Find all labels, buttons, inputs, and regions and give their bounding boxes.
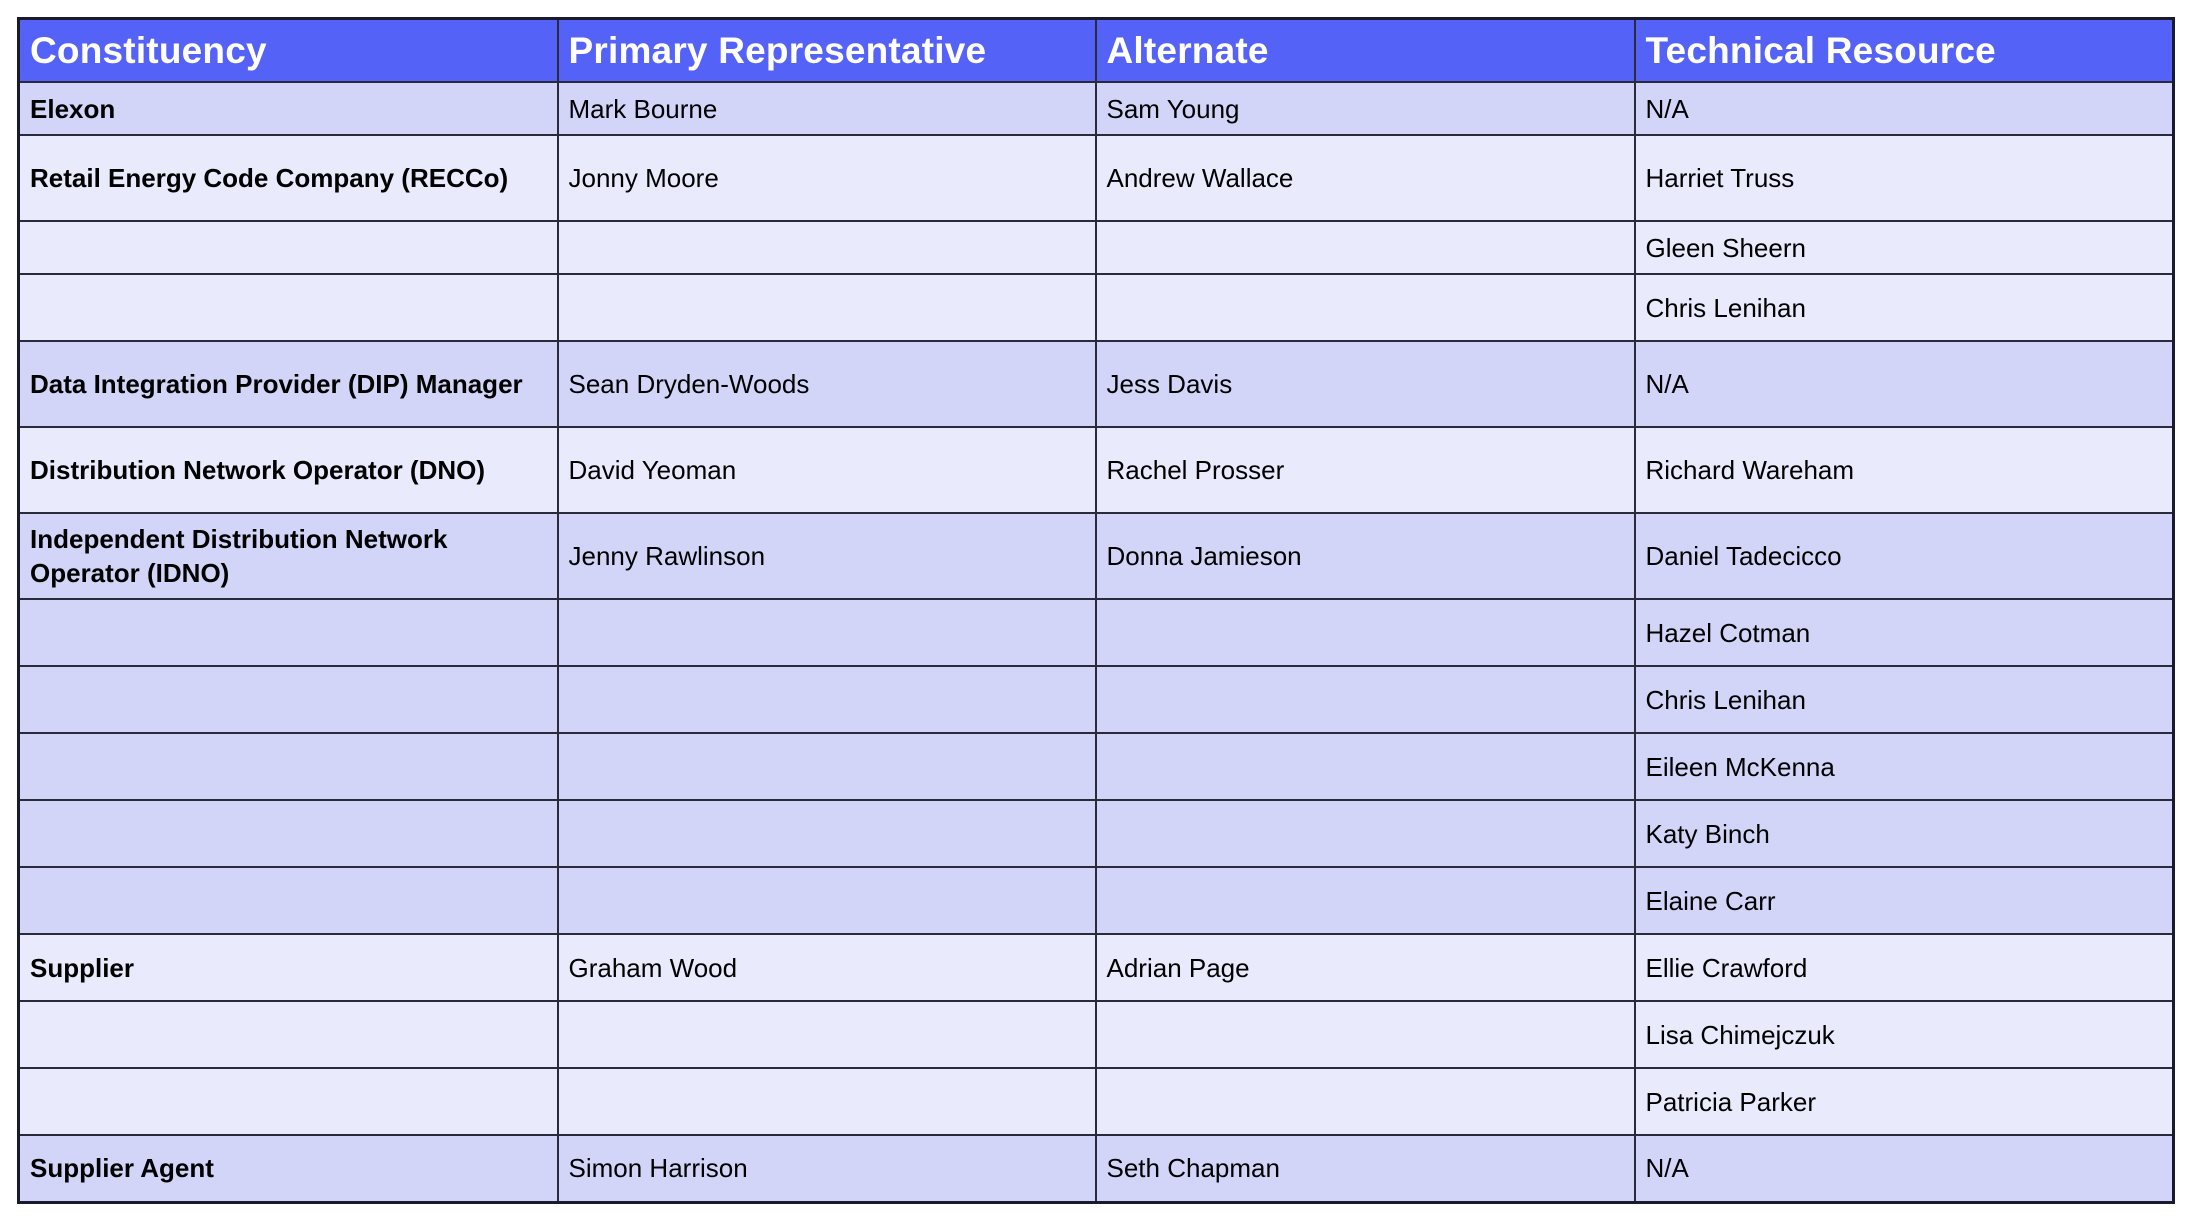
table-row [19, 599, 2174, 666]
cell-constituency: Retail Energy Code Company (RECCo) [19, 135, 558, 221]
table-row [19, 82, 2174, 135]
cell-alternate: Jess Davis [1096, 341, 1635, 427]
cell-constituency [19, 1068, 558, 1135]
cell-primary-representative [558, 733, 1096, 800]
cell-constituency [19, 599, 558, 666]
cell-technical-resource: Harriet Truss [1635, 135, 2174, 221]
cell-alternate: Sam Young [1096, 82, 1635, 135]
header-alternate: Alternate [1096, 19, 1635, 83]
cell-primary-representative [558, 599, 1096, 666]
table-row [19, 800, 2174, 867]
table-row [19, 1068, 2174, 1135]
cell-technical-resource: Gleen Sheern [1635, 221, 2174, 274]
cell-primary-representative: Jonny Moore [558, 135, 1096, 221]
header-row [19, 19, 2174, 83]
cell-technical-resource: Richard Wareham [1635, 427, 2174, 513]
table-row [19, 1001, 2174, 1068]
cell-constituency: Supplier Agent [19, 1135, 558, 1202]
table-row [19, 733, 2174, 800]
header-technical-resource: Technical Resource [1635, 19, 2174, 83]
cell-constituency: Distribution Network Operator (DNO) [19, 427, 558, 513]
table-row [19, 934, 2174, 1001]
table-header [19, 19, 2174, 83]
table-row [19, 1135, 2174, 1202]
cell-alternate [1096, 1001, 1635, 1068]
cell-constituency: Data Integration Provider (DIP) Manager [19, 341, 558, 427]
table-row [19, 341, 2174, 427]
table-row [19, 666, 2174, 733]
cell-alternate [1096, 274, 1635, 341]
cell-constituency [19, 1001, 558, 1068]
table-row [19, 135, 2174, 221]
cell-technical-resource: Ellie Crawford [1635, 934, 2174, 1001]
cell-technical-resource: Chris Lenihan [1635, 274, 2174, 341]
header-constituency: Constituency [19, 19, 558, 83]
cell-primary-representative: Sean Dryden-Woods [558, 341, 1096, 427]
cell-constituency [19, 221, 558, 274]
cell-primary-representative: Simon Harrison [558, 1135, 1096, 1202]
cell-constituency [19, 666, 558, 733]
cell-technical-resource: N/A [1635, 1135, 2174, 1202]
cell-alternate [1096, 599, 1635, 666]
cell-primary-representative [558, 1001, 1096, 1068]
table-row [19, 427, 2174, 513]
cell-alternate: Andrew Wallace [1096, 135, 1635, 221]
table-body [19, 82, 2174, 1202]
cell-primary-representative [558, 800, 1096, 867]
table-row [19, 867, 2174, 934]
cell-alternate: Adrian Page [1096, 934, 1635, 1001]
cell-technical-resource: Lisa Chimejczuk [1635, 1001, 2174, 1068]
cell-alternate [1096, 800, 1635, 867]
cell-technical-resource: Elaine Carr [1635, 867, 2174, 934]
cell-alternate [1096, 733, 1635, 800]
cell-primary-representative: Graham Wood [558, 934, 1096, 1001]
cell-primary-representative [558, 274, 1096, 341]
cell-constituency [19, 274, 558, 341]
cell-constituency [19, 800, 558, 867]
cell-alternate: Rachel Prosser [1096, 427, 1635, 513]
cell-technical-resource: Eileen McKenna [1635, 733, 2174, 800]
cell-primary-representative [558, 221, 1096, 274]
cell-primary-representative: Jenny Rawlinson [558, 513, 1096, 599]
cell-technical-resource: N/A [1635, 341, 2174, 427]
constituency-table [17, 17, 2175, 1204]
cell-primary-representative [558, 1068, 1096, 1135]
cell-constituency [19, 867, 558, 934]
cell-primary-representative [558, 666, 1096, 733]
cell-technical-resource: Daniel Tadecicco [1635, 513, 2174, 599]
cell-primary-representative: David Yeoman [558, 427, 1096, 513]
cell-primary-representative [558, 867, 1096, 934]
cell-constituency: Elexon [19, 82, 558, 135]
cell-alternate: Donna Jamieson [1096, 513, 1635, 599]
cell-constituency: Supplier [19, 934, 558, 1001]
cell-alternate [1096, 867, 1635, 934]
cell-alternate: Seth Chapman [1096, 1135, 1635, 1202]
cell-technical-resource: Chris Lenihan [1635, 666, 2174, 733]
table-row [19, 221, 2174, 274]
cell-technical-resource: Patricia Parker [1635, 1068, 2174, 1135]
cell-alternate [1096, 221, 1635, 274]
cell-constituency: Independent Distribution Network Operator (IDNO) [19, 513, 558, 599]
cell-alternate [1096, 666, 1635, 733]
cell-technical-resource: Hazel Cotman [1635, 599, 2174, 666]
cell-technical-resource: Katy Binch [1635, 800, 2174, 867]
cell-alternate [1096, 1068, 1635, 1135]
cell-constituency [19, 733, 558, 800]
header-primary-representative: Primary Representative [558, 19, 1096, 83]
cell-primary-representative: Mark Bourne [558, 82, 1096, 135]
table-row [19, 274, 2174, 341]
table-row [19, 513, 2174, 599]
cell-technical-resource: N/A [1635, 82, 2174, 135]
